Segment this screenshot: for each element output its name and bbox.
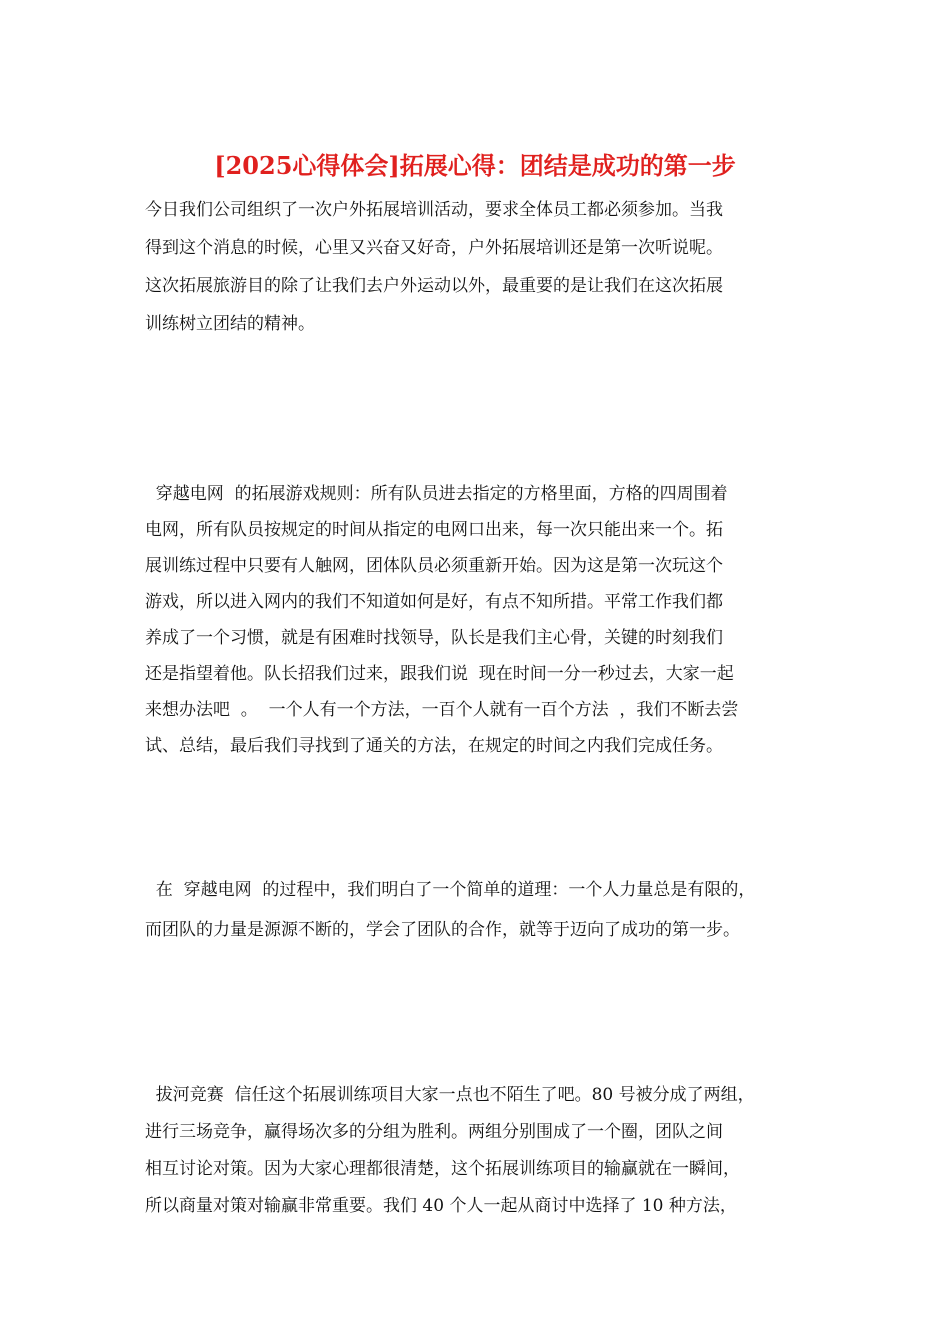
text-line: 穿越电网 的拓展游戏规则：所有队员进去指定的方格里面，方格的四周围着 (145, 484, 728, 504)
text-line: 电网，所有队员按规定的时间从指定的电网口出来，每一次只能出来一个。拓 (145, 520, 723, 540)
text-line: 试、总结，最后我们寻找到了通关的方法，在规定的时间之内我们完成任务。 (145, 736, 723, 756)
text-line: 进行三场竞争，赢得场次多的分组为胜利。两组分别围成了一个圈，团队之间 (145, 1122, 723, 1142)
text-line: 得到这个消息的时候，心里又兴奋又好奇，户外拓展培训还是第一次听说呢。 (145, 238, 723, 258)
text-line: 所以商量对策对输赢非常重要。我们 40 个人一起从商讨中选择了 10 种方法， (145, 1196, 737, 1216)
text-line: 展训练过程中只要有人触网，团体队员必须重新开始。因为这是第一次玩这个 (145, 556, 723, 576)
text-line: 在 穿越电网 的过程中，我们明白了一个简单的道理：一个人力量总是有限的， (145, 880, 756, 900)
text-line: 而团队的力量是源源不断的，学会了团队的合作，就等于迈向了成功的第一步。 (145, 920, 740, 940)
document-title: [2025心得体会]拓展心得：团结是成功的第一步 (214, 151, 736, 180)
text-line: 养成了一个习惯，就是有困难时找领导，队长是我们主心骨，关键的时刻我们 (145, 628, 723, 648)
text-line: 来想办法吧 。 一个人有一个方法，一百个人就有一百个方法 ，我们不断去尝 (145, 700, 739, 720)
paragraph-electric-net-game (145, 476, 810, 764)
text-line: 游戏，所以进入网内的我们不知道如何是好，有点不知所措。平常工作我们都 (145, 592, 723, 612)
text-line: 还是指望着他。队长招我们过来，跟我们说 现在时间一分一秒过去，大家一起 (145, 664, 734, 684)
paragraph-tug-of-war (145, 1077, 810, 1225)
text-line: 今日我们公司组织了一次户外拓展培训活动，要求全体员工都必须参加。当我 (145, 200, 723, 220)
paragraph-lesson (145, 870, 810, 950)
text-line: 这次拓展旅游目的除了让我们去户外运动以外，最重要的是让我们在这次拓展 (145, 276, 723, 296)
text-line: 训练树立团结的精神。 (145, 314, 315, 334)
paragraph-intro (145, 191, 810, 343)
text-line: 拔河竞赛 信任这个拓展训练项目大家一点也不陌生了吧。80 号被分成了两组， (145, 1085, 755, 1105)
text-line: 相互讨论对策。因为大家心理都很清楚，这个拓展训练项目的输赢就在一瞬间， (145, 1159, 740, 1179)
